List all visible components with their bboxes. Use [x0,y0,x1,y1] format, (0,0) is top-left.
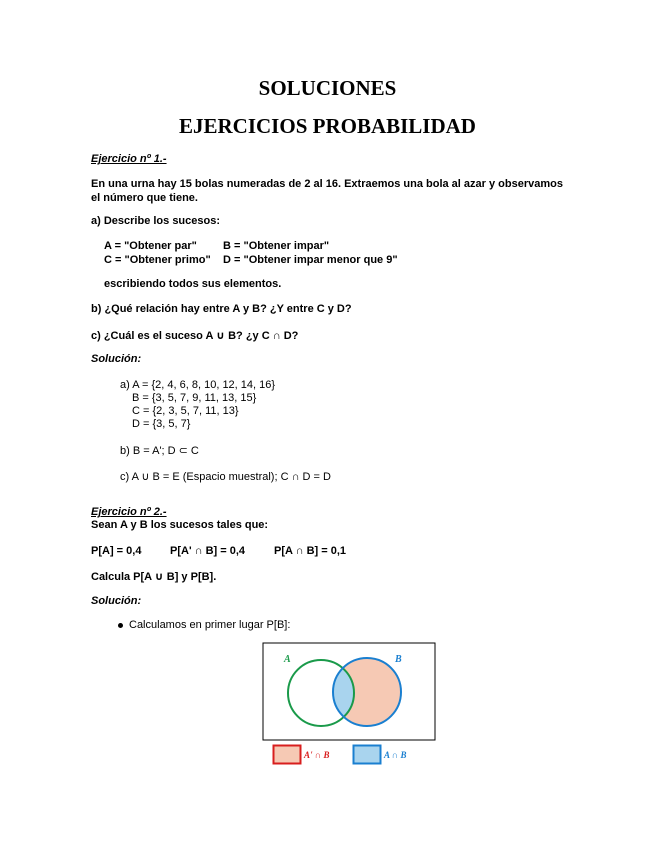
event-d-definition: D = "Obtener impar menor que 9" [223,254,398,266]
page-subtitle: EJERCICIOS PROBABILIDAD [179,114,476,138]
question-b: b) ¿Qué relación hay entre A y B? ¿Y entre C y D? [91,303,352,315]
calculate-instruction: Calcula P[A ∪ B] y P[B]. [91,571,217,583]
bullet-item [118,619,290,631]
legend-swatch-complement-intersection [274,746,301,764]
solution-a-set-b: B = {3, 5, 7, 9, 11, 13, 15} [132,392,257,404]
listing-instruction: escribiendo todos sus elementos. [104,278,282,290]
venn-label-a: A [284,654,291,665]
solution-label-1: Solución: [91,353,142,365]
probability-a-complement-and-b: P[A' ∩ B] = 0,4 [170,545,246,557]
solution-label-2: Solución: [91,595,142,607]
exercise-1-statement: En una urna hay 15 bolas numeradas de 2 al 16. Extraemos una bola al azar y observamos el número que tiene. [91,178,563,204]
event-b-definition: B = "Obtener impar" [223,240,330,252]
question-c: c) ¿Cuál es el suceso A ∪ B? ¿y C ∩ D? [91,330,299,342]
exercise-2-heading: Ejercicio nº 2.- [91,506,167,518]
venn-legend [272,744,422,766]
venn-label-b: B [395,654,402,665]
legend-swatch-intersection [354,746,381,764]
solution-c: c) A ∪ B = E (Espacio muestral); C ∩ D = D [120,471,331,483]
solution-b: b) B = A'; D ⊂ C [120,445,199,457]
solution-a-set-a: a) A = {2, 4, 6, 8, 10, 12, 14, 16} [120,379,276,391]
event-c-definition: C = "Obtener primo" [104,254,211,266]
probability-a-and-b: P[A ∩ B] = 0,1 [274,545,347,557]
legend-label-2: A ∩ B [384,750,407,760]
probability-a: P[A] = 0,4 [91,545,142,557]
legend-label-1: A' ∩ B [304,750,330,760]
bullet-text: Calculamos en primer lugar P[B]: [129,619,291,631]
exercise-2-intro: Sean A y B los sucesos tales que: [91,519,269,531]
page-title: SOLUCIONES [258,76,397,100]
question-a: a) Describe los sucesos: [91,215,221,227]
exercise-1-heading: Ejercicio nº 1.- [91,153,167,165]
event-a-definition: A = "Obtener par" [104,240,197,252]
bullet-icon [118,623,123,628]
solution-a-set-d: D = {3, 5, 7} [132,418,191,430]
solution-a-set-c: C = {2, 3, 5, 7, 11, 13} [132,405,239,417]
venn-diagram [262,642,437,742]
